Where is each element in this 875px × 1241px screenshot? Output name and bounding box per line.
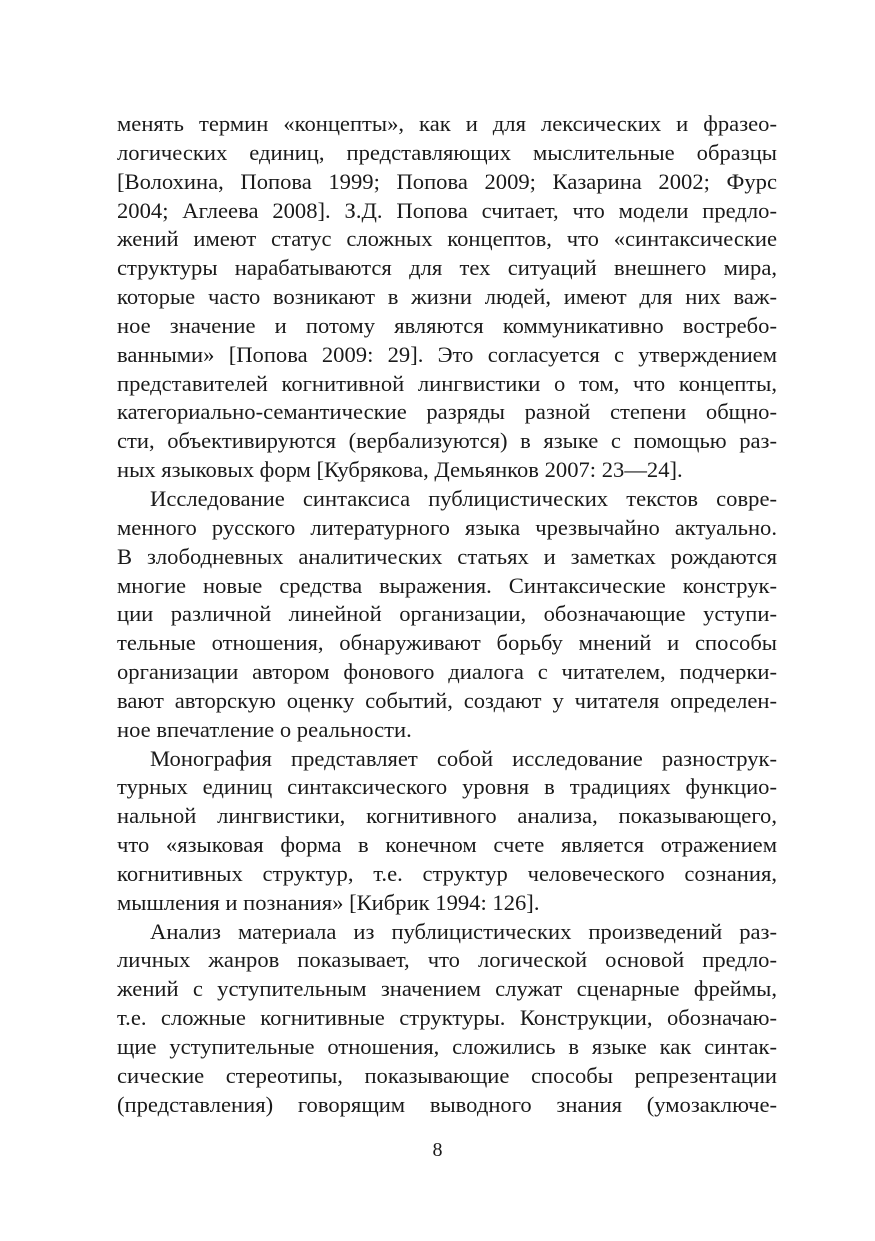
body-text: [117, 110, 777, 1120]
text-line: категориально-семантические разряды разной степени общно-: [117, 399, 777, 425]
text-line: представителей когнитивной лингвистики о том, что концепты,: [117, 370, 777, 396]
text-line: личных жанров показывает, что логической основой предло-: [117, 947, 777, 973]
text-line: В злободневных аналитических статьях и заметках рождаются: [117, 543, 777, 569]
text-line: сические стереотипы, показывающие способы репрезентации: [117, 1062, 777, 1088]
text-line: щие уступительные отношения, сложились в языке как синтак-: [117, 1034, 777, 1059]
text-line: организации автором фонового диалога с читателем, подчерки-: [117, 659, 777, 685]
paragraph: [117, 110, 777, 485]
text-line: менного русского литературного языка чрезвычайно актуально.: [117, 514, 777, 540]
paragraph: [117, 745, 777, 918]
text-line: Монография представляет собой исследование разнострук-: [150, 745, 777, 771]
text-line: ванными» [Попова 2009: 29]. Это согласуется с утверждением: [117, 341, 777, 367]
text-line: т.е. сложные когнитивные структуры. Конструкции, обозначаю-: [117, 1005, 777, 1031]
text-line: логических единиц, представляющих мыслительные образцы: [117, 139, 777, 165]
paragraph: [117, 918, 777, 1120]
text-line: нальной лингвистики, когнитивного анализа, показывающего,: [117, 803, 777, 829]
text-line: ных языковых форм [Кубрякова, Демьянков 2007: 23—24].: [117, 457, 683, 483]
text-line: структуры нарабатываются для тех ситуаций внешнего мира,: [117, 255, 777, 281]
text-line: вают авторскую оценку событий, создают у читателя определен-: [117, 687, 777, 713]
text-line: жений имеют статус сложных концептов, что «синтаксические: [117, 226, 777, 252]
text-line: жений с уступительным значением служат сценарные фреймы,: [117, 976, 777, 1002]
text-line: когнитивных структур, т.е. структур человеческого сознания,: [117, 860, 777, 886]
text-line: менять термин «концепты», как и для лексических и фразео-: [117, 111, 777, 136]
text-line: ное значение и потому являются коммуникативно востребо-: [117, 312, 777, 338]
text-line: тельные отношения, обнаруживают борьбу мнений и способы: [117, 630, 777, 656]
text-line: 2004; Аглеева 2008]. З.Д. Попова считает, что модели предло-: [117, 197, 777, 223]
text-line: Анализ материала из публицистических произведений раз-: [150, 918, 777, 944]
text-line: (представления) говорящим выводного знания (умозаключе-: [117, 1091, 777, 1117]
text-line: ции различной линейной организации, обозначающие уступи-: [117, 601, 777, 627]
text-line: многие новые средства выражения. Синтаксические конструк-: [117, 572, 777, 598]
text-line: [Волохина, Попова 1999; Попова 2009; Казарина 2002; Фурс: [117, 168, 777, 194]
text-line: сти, объективируются (вербализуются) в языке с помощью раз-: [117, 428, 777, 454]
text-line: ное впечатление о реальности.: [117, 716, 412, 742]
text-line: которые часто возникают в жизни людей, имеют для них важ-: [117, 284, 777, 310]
text-line: Исследование синтаксиса публицистических текстов совре-: [150, 485, 777, 511]
text-line: что «языковая форма в конечном счете является отражением: [117, 832, 777, 858]
paragraph: [117, 485, 777, 745]
page-number: 8: [432, 1139, 443, 1161]
text-line: турных единиц синтаксического уровня в традициях функцио-: [117, 774, 777, 800]
text-line: мышления и познания» [Кибрик 1994: 126].: [117, 889, 540, 915]
